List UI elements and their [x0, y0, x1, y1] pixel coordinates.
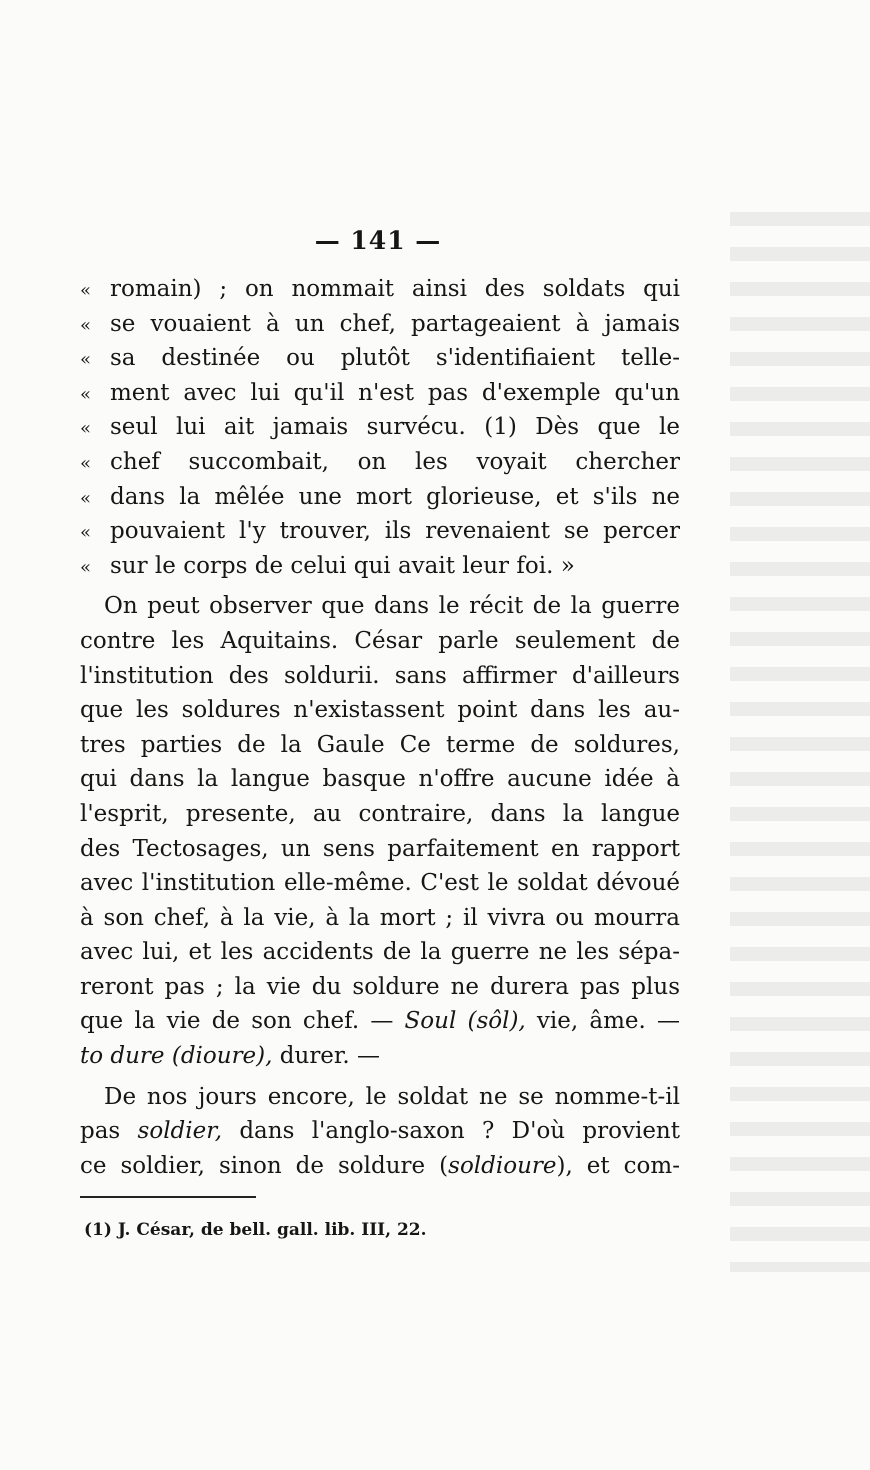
quote-line [80, 514, 680, 549]
text-line: tres parties de la Gaule Ce terme de soldures, [80, 731, 680, 758]
text-line: De nos jours encore, le soldat ne se nomme-t-il [104, 1083, 680, 1110]
text-line: ce soldier, sinon de soldure (soldioure), et com- [80, 1152, 680, 1179]
italic-term: soldier, [137, 1118, 223, 1145]
quote-text: dans la mêlée une mort glorieuse, et s'ils ne [110, 483, 680, 510]
quote-text: sa destinée ou plutôt s'identifiaient telle- [110, 345, 680, 372]
quote-line [80, 307, 680, 342]
text-line: pas soldier, dans l'anglo-saxon ? D'où provient [80, 1118, 680, 1145]
facing-page-bleed-through [730, 212, 870, 1272]
text-line: l'esprit, presente, au contraire, dans la langue [80, 800, 680, 827]
text-line: avec l'institution elle-même. C'est le soldat dévoué [80, 870, 680, 897]
quote-text: ment avec lui qu'il n'est pas d'exemple qu'un [110, 379, 680, 406]
quote-text: chef succombait, on les voyait chercher [110, 448, 680, 475]
quote-mark: « [80, 383, 92, 405]
quote-line [80, 445, 680, 480]
footnote-rule [80, 1196, 256, 1198]
quote-line [80, 376, 680, 411]
text-line: avec lui, et les accidents de la guerre ne les sépa- [80, 939, 680, 966]
quote-mark: « [80, 280, 92, 301]
quote-line [80, 549, 680, 584]
italic-term: soldioure [448, 1152, 557, 1179]
quote-line [80, 410, 680, 445]
quotation-block [80, 272, 680, 583]
quote-line [80, 341, 680, 376]
footnote: (1) J. César, de bell. gall. lib. III, 22. [84, 1220, 427, 1240]
page-number: — 141 — [314, 226, 442, 255]
quote-mark: « [80, 349, 92, 371]
italic-term: Soul (sôl), [404, 1008, 526, 1035]
quote-text: seul lui ait jamais survécu. (1) Dès que le [110, 414, 680, 441]
text-line: reront pas ; la vie du soldure ne durera pas plus [80, 973, 680, 1000]
text-line: que les soldures n'existassent point dans les au- [80, 697, 680, 724]
quote-text: pouvaient l'y trouver, ils revenaient se percer [110, 518, 680, 545]
quote-text: se vouaient à un chef, partageaient à jamais [110, 310, 680, 337]
quote-mark: « [80, 556, 92, 578]
quote-mark: « [80, 487, 92, 509]
text-line: que la vie de son chef. — Soul (sôl), vie, âme. — [80, 1008, 680, 1035]
quote-mark: « [80, 522, 92, 544]
text-line: to dure (dioure), durer. — [80, 1043, 381, 1070]
quote-line [80, 480, 680, 515]
body-text [80, 272, 680, 1183]
quote-mark: « [80, 452, 92, 474]
text-line: l'institution des soldurii. sans affirmer d'ailleurs [80, 662, 680, 689]
text-line: des Tectosages, un sens parfaitement en rapport [80, 835, 680, 862]
quote-mark: « [80, 314, 92, 336]
italic-term: to dure (dioure), [80, 1043, 273, 1070]
text-line: On peut observer que dans le récit de la guerre [104, 593, 680, 620]
text-line: qui dans la langue basque n'offre aucune idée à [80, 766, 680, 793]
quote-text: romain) ; on nommait ainsi des soldats qui [110, 276, 680, 302]
quote-text: sur le corps de celui qui avait leur foi. » [110, 552, 575, 579]
quote-mark: « [80, 418, 92, 440]
quote-line [80, 272, 680, 307]
text-line: contre les Aquitains. César parle seulement de [80, 627, 680, 654]
text-line: à son chef, à la vie, à la mort ; il vivra ou mourra [80, 904, 680, 931]
paragraph-1 [80, 589, 680, 1004]
